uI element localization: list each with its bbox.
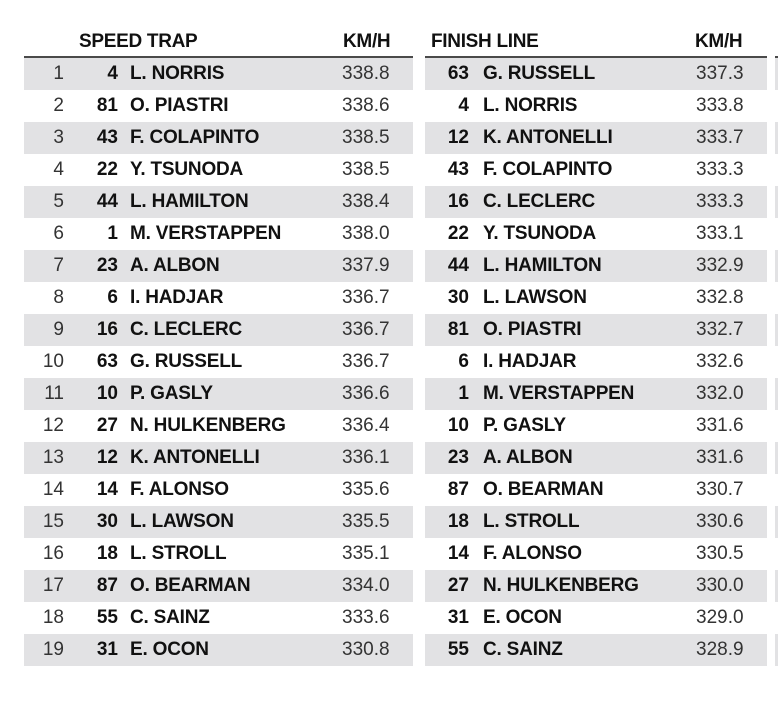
table-row [24, 506, 413, 538]
driver-name-cell: A. ALBON [483, 447, 573, 468]
car-number-cell: 31 [447, 607, 469, 628]
speed-cell: 330.0 [696, 575, 744, 596]
car-number-cell: 44 [447, 255, 469, 276]
car-number-cell: 27 [447, 575, 469, 596]
driver-name-cell: M. VERSTAPPEN [130, 223, 282, 244]
speed-cell: 336.4 [342, 415, 390, 436]
driver-name-cell: P. GASLY [130, 383, 213, 404]
table-row [425, 506, 767, 538]
speed-trap-title: SPEED TRAP [79, 31, 198, 52]
car-number-cell: 27 [96, 415, 118, 436]
table-row [24, 58, 413, 90]
driver-name-cell: K. ANTONELLI [130, 447, 260, 468]
speed-cell: 330.8 [342, 639, 390, 660]
driver-name-cell: G. RUSSELL [483, 63, 596, 84]
table-row [24, 250, 413, 282]
car-number-cell: 4 [458, 95, 469, 116]
speed-cell: 333.7 [696, 127, 744, 148]
table-row [24, 410, 413, 442]
car-number-cell: 23 [447, 447, 469, 468]
position-cell: 19 [42, 639, 64, 660]
speed-cell: 332.7 [696, 319, 744, 340]
speed-cell: 336.7 [342, 319, 390, 340]
position-cell: 7 [53, 255, 64, 276]
table-row [24, 282, 413, 314]
car-number-cell: 87 [96, 575, 118, 596]
position-cell: 9 [53, 319, 64, 340]
table-row [24, 314, 413, 346]
car-number-cell: 10 [96, 383, 118, 404]
driver-name-cell: I. HADJAR [130, 287, 224, 308]
driver-name-cell: L. LAWSON [483, 287, 587, 308]
car-number-cell: 16 [96, 319, 118, 340]
car-number-cell: 1 [458, 383, 469, 404]
driver-name-cell: N. HULKENBERG [483, 575, 639, 596]
speed-cell: 331.6 [696, 415, 744, 436]
finish-line-title: FINISH LINE [431, 31, 539, 52]
driver-name-cell: M. VERSTAPPEN [483, 383, 635, 404]
table-row [425, 122, 767, 154]
driver-name-cell: F. ALONSO [483, 543, 582, 564]
position-cell: 11 [44, 383, 64, 404]
driver-name-cell: F. COLAPINTO [483, 159, 613, 180]
position-cell: 18 [42, 607, 64, 628]
table-row [24, 378, 413, 410]
speed-cell: 336.7 [342, 351, 390, 372]
speed-cell: 333.3 [696, 159, 744, 180]
table-row [24, 90, 413, 122]
driver-name-cell: I. HADJAR [483, 351, 577, 372]
car-number-cell: 63 [96, 351, 118, 372]
speed-cell: 335.6 [342, 479, 390, 500]
table-row [425, 218, 767, 250]
driver-name-cell: C. LECLERC [483, 191, 596, 212]
speed-cell: 335.1 [342, 543, 390, 564]
table-row [24, 346, 413, 378]
table-row [24, 154, 413, 186]
driver-name-cell: L. STROLL [483, 511, 580, 532]
car-number-cell: 12 [96, 447, 118, 468]
driver-name-cell: F. ALONSO [130, 479, 229, 500]
speed-cell: 330.5 [696, 543, 744, 564]
speed-cell: 338.8 [342, 63, 390, 84]
car-number-cell: 81 [447, 319, 469, 340]
speed-cell: 328.9 [696, 639, 744, 660]
driver-name-cell: C. SAINZ [483, 639, 563, 660]
speed-cell: 330.7 [696, 479, 744, 500]
driver-name-cell: Y. TSUNODA [483, 223, 597, 244]
finish-line-header [425, 30, 767, 58]
speed-cell: 336.1 [342, 447, 390, 468]
speed-cell: 338.0 [342, 223, 390, 244]
car-number-cell: 22 [447, 223, 469, 244]
table-row [425, 346, 767, 378]
speed-cell: 333.8 [696, 95, 744, 116]
car-number-cell: 43 [447, 159, 469, 180]
speed-cell: 337.9 [342, 255, 390, 276]
position-cell: 6 [53, 223, 64, 244]
position-cell: 10 [42, 351, 64, 372]
driver-name-cell: L. LAWSON [130, 511, 234, 532]
position-cell: 13 [42, 447, 64, 468]
speed-cell: 338.5 [342, 127, 390, 148]
table-row [24, 474, 413, 506]
car-number-cell: 6 [458, 351, 469, 372]
car-number-cell: 12 [447, 127, 469, 148]
table-row [425, 378, 767, 410]
driver-name-cell: E. OCON [130, 639, 209, 660]
position-cell: 15 [42, 511, 64, 532]
table-row [24, 538, 413, 570]
driver-name-cell: A. ALBON [130, 255, 220, 276]
position-cell: 14 [42, 479, 64, 500]
position-cell: 1 [53, 63, 64, 84]
speed-cell: 336.6 [342, 383, 390, 404]
car-number-cell: 55 [96, 607, 118, 628]
car-number-cell: 55 [447, 639, 469, 660]
position-cell: 2 [53, 95, 64, 116]
car-number-cell: 44 [96, 191, 118, 212]
table-row [24, 186, 413, 218]
speed-cell: 336.7 [342, 287, 390, 308]
car-number-cell: 18 [96, 543, 118, 564]
driver-name-cell: O. BEARMAN [130, 575, 251, 596]
speed-trap-header [24, 30, 413, 58]
speed-cell: 337.3 [696, 63, 744, 84]
table-row [425, 58, 767, 90]
speed-cell: 338.4 [342, 191, 390, 212]
speed-cell: 333.6 [342, 607, 390, 628]
table-row [425, 570, 767, 602]
table-row [425, 538, 767, 570]
position-cell: 12 [42, 415, 64, 436]
driver-name-cell: F. COLAPINTO [130, 127, 260, 148]
car-number-cell: 10 [447, 415, 469, 436]
driver-name-cell: L. HAMILTON [483, 255, 602, 276]
table-row [24, 602, 413, 634]
speed-cell: 330.6 [696, 511, 744, 532]
table-row [425, 90, 767, 122]
car-number-cell: 30 [447, 287, 469, 308]
driver-name-cell: L. HAMILTON [130, 191, 249, 212]
driver-name-cell: N. HULKENBERG [130, 415, 286, 436]
driver-name-cell: P. GASLY [483, 415, 566, 436]
table-row [425, 154, 767, 186]
table-row [24, 218, 413, 250]
finish-line-rows [425, 58, 767, 666]
speed-cell: 332.9 [696, 255, 744, 276]
car-number-cell: 6 [107, 287, 118, 308]
table-row [425, 602, 767, 634]
driver-name-cell: L. NORRIS [483, 95, 578, 116]
car-number-cell: 14 [96, 479, 118, 500]
car-number-cell: 4 [107, 63, 118, 84]
driver-name-cell: Y. TSUNODA [130, 159, 244, 180]
speed-cell: 332.0 [696, 383, 744, 404]
driver-name-cell: K. ANTONELLI [483, 127, 613, 148]
table-row [425, 410, 767, 442]
car-number-cell: 22 [96, 159, 118, 180]
table-row [425, 250, 767, 282]
driver-name-cell: C. LECLERC [130, 319, 243, 340]
car-number-cell: 23 [96, 255, 118, 276]
finish-line-unit: KM/H [695, 31, 743, 52]
speed-cell: 329.0 [696, 607, 744, 628]
car-number-cell: 63 [447, 63, 469, 84]
driver-name-cell: O. PIASTRI [483, 319, 582, 340]
table-row [425, 474, 767, 506]
speed-cell: 335.5 [342, 511, 390, 532]
speed-trap-unit: KM/H [343, 31, 391, 52]
driver-name-cell: O. PIASTRI [130, 95, 229, 116]
position-cell: 5 [53, 191, 64, 212]
driver-name-cell: C. SAINZ [130, 607, 210, 628]
speed-cell: 338.5 [342, 159, 390, 180]
table-row [24, 442, 413, 474]
table-row [425, 634, 767, 666]
table-row [24, 122, 413, 154]
position-cell: 4 [53, 159, 64, 180]
speed-trap-table [24, 30, 413, 666]
finish-line-table [425, 30, 767, 666]
car-number-cell: 31 [96, 639, 118, 660]
driver-name-cell: L. STROLL [130, 543, 227, 564]
table-row [425, 314, 767, 346]
speed-cell: 331.6 [696, 447, 744, 468]
position-cell: 17 [42, 575, 64, 596]
speed-cell: 332.8 [696, 287, 744, 308]
table-row [425, 282, 767, 314]
position-cell: 16 [42, 543, 64, 564]
driver-name-cell: E. OCON [483, 607, 562, 628]
car-number-cell: 16 [447, 191, 469, 212]
car-number-cell: 14 [447, 543, 469, 564]
driver-name-cell: G. RUSSELL [130, 351, 243, 372]
speed-cell: 332.6 [696, 351, 744, 372]
car-number-cell: 1 [107, 223, 118, 244]
speed-cell: 333.1 [696, 223, 744, 244]
position-cell: 8 [53, 287, 64, 308]
car-number-cell: 81 [96, 95, 118, 116]
table-row [24, 570, 413, 602]
car-number-cell: 87 [447, 479, 469, 500]
driver-name-cell: L. NORRIS [130, 63, 225, 84]
speed-cell: 334.0 [342, 575, 390, 596]
car-number-cell: 18 [447, 511, 469, 532]
table-row [425, 186, 767, 218]
table-row [425, 442, 767, 474]
speed-cell: 338.6 [342, 95, 390, 116]
table-row [24, 634, 413, 666]
driver-name-cell: O. BEARMAN [483, 479, 604, 500]
car-number-cell: 43 [96, 127, 118, 148]
car-number-cell: 30 [96, 511, 118, 532]
speed-cell: 333.3 [696, 191, 744, 212]
position-cell: 3 [53, 127, 64, 148]
speed-trap-rows [24, 58, 413, 666]
